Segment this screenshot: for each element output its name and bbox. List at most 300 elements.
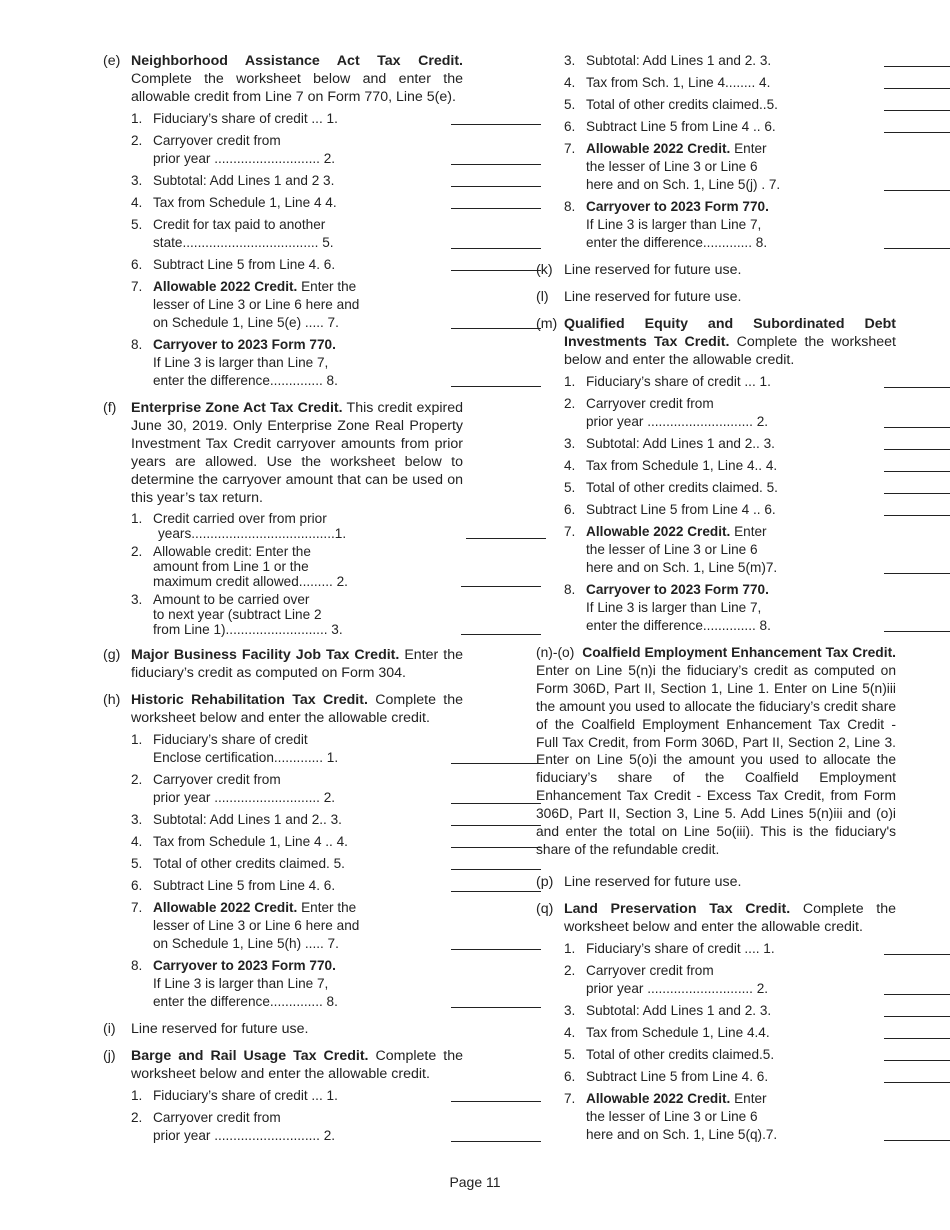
worksheet-line <box>564 1002 896 1020</box>
section-heading <box>131 646 463 682</box>
entry-blank[interactable] <box>451 763 541 764</box>
entry-blank[interactable] <box>884 88 950 89</box>
entry-blank[interactable] <box>884 110 950 111</box>
worksheet-line <box>131 877 463 895</box>
section-heading <box>131 691 463 727</box>
line-number: 3. <box>564 53 576 68</box>
section-title: Neighborhood Assistance Act Tax Credit. <box>131 53 463 69</box>
page-number: Page 11 <box>449 1174 501 1190</box>
line-text <box>586 373 950 391</box>
line-text: Allowable credit: Enter the <box>153 544 311 559</box>
line-label: here and on Sch. 1, Line 5(m)7. <box>586 560 778 575</box>
line-number: 7. <box>564 524 576 539</box>
worksheet-line <box>131 957 463 1011</box>
entry-blank[interactable] <box>461 586 541 587</box>
worksheet-line <box>131 592 463 637</box>
entry-blank[interactable] <box>884 387 950 388</box>
worksheet <box>564 940 896 1144</box>
worksheet-line <box>131 172 463 190</box>
line-number: 3. <box>131 173 143 188</box>
worksheet-line <box>131 899 463 953</box>
worksheet <box>131 731 463 1011</box>
line-label: enter the difference.............. 8. <box>153 994 338 1009</box>
line-bold: Carryover to 2023 Form 770. <box>153 958 336 973</box>
entry-blank[interactable] <box>466 538 546 539</box>
entry-blank[interactable] <box>884 66 950 67</box>
line-text <box>153 256 541 274</box>
line-label: prior year ............................ 2. <box>153 790 336 805</box>
section-heading <box>536 644 896 859</box>
section-letter: (j) <box>103 1048 116 1064</box>
worksheet <box>131 511 463 637</box>
line-text <box>153 993 541 1011</box>
entry-blank[interactable] <box>451 1141 541 1142</box>
section-text: Complete the worksheet below and enter the allowable credit from Line 7 on Form 770, Line 5(e). <box>131 71 463 105</box>
line-label: Tax from Schedule 1, Line 4 4. <box>153 195 337 210</box>
line-text: Amount to be carried over <box>153 592 310 607</box>
section-l <box>536 288 896 306</box>
line-number: 8. <box>564 582 576 597</box>
section-text: Complete the worksheet below and enter the allowable credit. <box>564 334 896 368</box>
line-label: state.................................... 5. <box>153 235 334 250</box>
worksheet-line <box>564 479 896 497</box>
line-number: 8. <box>564 199 576 214</box>
entry-blank[interactable] <box>884 471 950 472</box>
worksheet-line <box>131 811 463 829</box>
line-text <box>586 1046 950 1064</box>
worksheet-line <box>564 457 896 475</box>
worksheet-line <box>564 198 896 252</box>
section-h <box>103 691 463 1011</box>
section-heading <box>131 399 463 507</box>
line-label: Enclose certification............. 1. <box>153 750 339 765</box>
entry-blank[interactable] <box>451 248 541 249</box>
line-number: 4. <box>564 458 576 473</box>
line-label: prior year ............................ 2. <box>153 151 336 166</box>
section-title: Barge and Rail Usage Tax Credit. <box>131 1048 369 1064</box>
section-letter: (l) <box>536 289 549 305</box>
entry-blank[interactable] <box>451 328 541 329</box>
entry-blank[interactable] <box>884 1038 950 1039</box>
line-text <box>586 413 950 431</box>
worksheet-line <box>131 110 463 128</box>
line-label: Subtract Line 5 from Line 4. 6. <box>153 878 336 893</box>
section-g <box>103 646 463 682</box>
worksheet-line <box>131 194 463 212</box>
line-number: 4. <box>564 1024 576 1040</box>
line-number: 2. <box>131 772 143 787</box>
line-number: 5. <box>131 217 143 232</box>
line-text <box>153 234 541 252</box>
entry-blank[interactable] <box>884 1060 950 1061</box>
line-number: 7. <box>131 900 143 915</box>
section-text: Line reserved for future use. <box>564 289 742 305</box>
entry-blank[interactable] <box>451 891 541 892</box>
entry-blank[interactable] <box>451 1007 541 1008</box>
line-text <box>586 74 950 92</box>
line-text <box>153 172 541 190</box>
worksheet-line <box>131 771 463 807</box>
line-text: the lesser of Line 3 or Line 6 <box>586 542 758 557</box>
line-text <box>153 194 541 212</box>
line-number: 7. <box>564 1090 576 1106</box>
entry-blank[interactable] <box>884 1140 950 1141</box>
line-text <box>586 617 950 635</box>
line-label: Tax from Schedule 1, Line 4.4. <box>586 1024 770 1040</box>
line-number: 7. <box>564 141 576 156</box>
line-number: 4. <box>131 834 143 849</box>
line-label: prior year ............................ 2. <box>586 414 769 429</box>
line-number: 1. <box>131 732 143 747</box>
line-text <box>586 581 896 599</box>
line-number: 5. <box>131 856 143 871</box>
line-label: Enter the <box>301 279 357 294</box>
line-bold: Allowable 2022 Credit. <box>153 900 298 915</box>
section-j <box>103 1047 463 1145</box>
line-label: Tax from Schedule 1, Line 4.. 4. <box>586 458 778 473</box>
line-text <box>586 1024 950 1042</box>
line-text <box>153 314 541 332</box>
entry-blank[interactable] <box>451 270 541 271</box>
line-text <box>153 833 541 851</box>
section-m <box>536 315 896 635</box>
section-text: Complete the worksheet below and enter the allowable credit. <box>131 1048 463 1082</box>
line-label: Total of other credits claimed. 5. <box>586 480 778 495</box>
entry-blank[interactable] <box>884 449 950 450</box>
entry-blank[interactable] <box>884 493 950 494</box>
line-text: Fiduciary’s share of credit <box>153 732 308 747</box>
line-text <box>153 574 541 589</box>
line-number: 6. <box>564 119 576 134</box>
right-column <box>536 52 896 1153</box>
line-number: 5. <box>564 480 576 495</box>
section-f <box>103 399 463 637</box>
line-label: Fiduciary’s share of credit ... 1. <box>153 111 338 126</box>
worksheet-line <box>564 52 896 70</box>
worksheet-line <box>131 1109 463 1145</box>
worksheet <box>564 52 896 252</box>
worksheet-line <box>564 74 896 92</box>
entry-blank[interactable] <box>451 186 541 187</box>
section-letter: (h) <box>103 692 121 708</box>
worksheet-line <box>564 118 896 136</box>
line-text: If Line 3 is larger than Line 7, <box>153 355 329 370</box>
line-label: Subtotal: Add Lines 1 and 2.. 3. <box>586 436 775 451</box>
worksheet-line <box>131 256 463 274</box>
line-label: on Schedule 1, Line 5(h) ..... 7. <box>153 936 339 951</box>
line-number: 5. <box>564 97 576 112</box>
entry-blank[interactable] <box>451 949 541 950</box>
line-label: Subtract Line 5 from Line 4. 6. <box>586 1068 769 1084</box>
line-label: Fiduciary’s share of credit ... 1. <box>153 1088 338 1103</box>
line-text: amount from Line 1 or the <box>153 559 309 574</box>
entry-blank[interactable] <box>884 573 950 574</box>
line-text: If Line 3 is larger than Line 7, <box>153 976 329 991</box>
line-text: the lesser of Line 3 or Line 6 <box>586 159 758 174</box>
worksheet <box>564 373 896 635</box>
worksheet-line <box>564 1068 896 1086</box>
entry-blank[interactable] <box>451 124 541 125</box>
line-text: lesser of Line 3 or Line 6 here and <box>153 918 360 933</box>
entry-blank[interactable] <box>451 803 541 804</box>
worksheet-line <box>564 940 896 958</box>
section-text: This credit expired June 30, 2019. Only Enterprise Zone Real Property Investment Tax Credit carryover amounts from prior years are allowed. Use the worksheet below to determine the carryover amount that can be used on this year’s tax return. <box>131 400 463 506</box>
line-label: Total of other credits claimed. 5. <box>153 856 345 871</box>
line-label: Enter the <box>301 900 357 915</box>
line-text <box>586 1126 950 1144</box>
line-label: enter the difference............. 8. <box>586 235 768 250</box>
section-k <box>536 261 896 279</box>
line-text: Credit for tax paid to another <box>153 217 326 232</box>
line-text: lesser of Line 3 or Line 6 here and <box>153 297 360 312</box>
line-label: Subtotal: Add Lines 1 and 2. 3. <box>586 53 772 68</box>
worksheet-line <box>564 1046 896 1064</box>
worksheet-line <box>131 1087 463 1105</box>
entry-blank[interactable] <box>884 427 950 428</box>
entry-blank[interactable] <box>451 164 541 165</box>
section-title: Land Preservation Tax Credit. <box>564 900 791 917</box>
entry-blank[interactable] <box>451 869 541 870</box>
line-text <box>153 957 463 975</box>
section-title: Qualified Equity and Subordinated Debt Investments Tax Credit. <box>564 316 896 350</box>
line-number: 3. <box>131 592 143 607</box>
line-label: Subtotal: Add Lines 1 and 2. 3. <box>586 1002 772 1018</box>
line-label: Tax from Sch. 1, Line 4........ 4. <box>586 75 771 90</box>
line-text: If Line 3 is larger than Line 7, <box>586 600 762 615</box>
line-number: 1. <box>131 1088 143 1103</box>
section-letter: (e) <box>103 53 121 69</box>
line-number: 4. <box>564 75 576 90</box>
line-bold: Allowable 2022 Credit. <box>586 524 731 539</box>
line-text <box>586 501 950 519</box>
section-j-continued <box>536 52 896 252</box>
line-label: maximum credit allowed......... 2. <box>153 574 348 589</box>
line-text: Credit carried over from prior <box>153 511 327 526</box>
entry-blank[interactable] <box>451 825 541 826</box>
entry-blank[interactable] <box>884 248 950 249</box>
section-text: Line reserved for future use. <box>131 1021 309 1037</box>
line-text <box>153 877 541 895</box>
line-number: 1. <box>564 940 576 956</box>
section-text: Complete the worksheet below and enter the allowable credit. <box>131 692 463 726</box>
worksheet-line <box>564 140 896 194</box>
section-n-o <box>536 644 896 859</box>
line-bold: Carryover to 2023 Form 770. <box>586 582 769 597</box>
worksheet <box>131 1087 463 1145</box>
line-number: 6. <box>564 502 576 517</box>
line-text <box>153 1127 541 1145</box>
entry-blank[interactable] <box>884 1082 950 1083</box>
line-bold: Carryover to 2023 Form 770. <box>586 199 769 214</box>
worksheet-line <box>564 962 896 998</box>
line-number: 2. <box>131 1110 143 1125</box>
line-text <box>586 176 950 194</box>
worksheet-line <box>131 336 463 390</box>
worksheet-line <box>564 1090 896 1144</box>
line-number: 6. <box>131 257 143 272</box>
line-text <box>153 372 541 390</box>
section-heading <box>131 52 463 106</box>
line-text <box>153 110 541 128</box>
entry-blank[interactable] <box>451 386 541 387</box>
entry-blank[interactable] <box>451 208 541 209</box>
line-text <box>153 1087 541 1105</box>
section-letter: (q) <box>536 900 554 917</box>
line-text <box>586 1068 950 1086</box>
line-label: Subtract Line 5 from Line 4 .. 6. <box>586 502 776 517</box>
line-text <box>586 96 950 114</box>
line-label: here and on Sch. 1, Line 5(q).7. <box>586 1126 778 1142</box>
worksheet-line <box>564 501 896 519</box>
section-letter: (g) <box>103 647 121 663</box>
line-label: from Line 1)........................... 3. <box>153 622 343 637</box>
line-label: Total of other credits claimed..5. <box>586 97 778 112</box>
entry-blank[interactable] <box>451 1101 541 1102</box>
worksheet-line <box>564 523 896 577</box>
worksheet-line <box>131 278 463 332</box>
line-number: 2. <box>131 544 143 559</box>
worksheet-line <box>131 544 463 589</box>
line-number: 1. <box>131 511 143 526</box>
line-label: enter the difference.............. 8. <box>586 618 771 633</box>
line-label: prior year ............................ 2. <box>586 980 769 996</box>
entry-blank[interactable] <box>884 1016 950 1017</box>
line-text <box>586 1002 950 1020</box>
line-label: Subtotal: Add Lines 1 and 2.. 3. <box>153 812 342 827</box>
section-i <box>103 1020 463 1038</box>
line-label: Fiduciary’s share of credit .... 1. <box>586 940 775 956</box>
section-heading <box>131 1047 463 1083</box>
entry-blank[interactable] <box>461 634 541 635</box>
section-p <box>536 873 896 891</box>
section-heading <box>564 900 896 936</box>
line-number: 5. <box>564 1046 576 1062</box>
line-label: Subtract Line 5 from Line 4. 6. <box>153 257 336 272</box>
entry-blank[interactable] <box>884 954 950 955</box>
line-label: years......................................1. <box>158 526 347 541</box>
line-text <box>586 980 950 998</box>
worksheet-line <box>131 731 463 767</box>
line-text: Carryover credit from <box>153 133 281 148</box>
entry-blank[interactable] <box>884 515 950 516</box>
line-label: here and on Sch. 1, Line 5(j) . 7. <box>586 177 781 192</box>
line-number: 8. <box>131 958 143 973</box>
line-text: the lesser of Line 3 or Line 6 <box>586 1108 758 1124</box>
line-text <box>153 150 541 168</box>
line-text <box>153 278 463 296</box>
line-text <box>153 789 541 807</box>
line-text <box>586 457 950 475</box>
line-label: Total of other credits claimed.5. <box>586 1046 775 1062</box>
line-text: Carryover credit from <box>153 1110 281 1125</box>
line-text <box>586 435 950 453</box>
entry-blank[interactable] <box>884 132 950 133</box>
line-text <box>586 940 950 958</box>
worksheet-line <box>564 395 896 431</box>
worksheet-line <box>564 1024 896 1042</box>
line-text <box>586 140 896 158</box>
line-bold: Allowable 2022 Credit. <box>586 1090 731 1106</box>
worksheet-line <box>131 833 463 851</box>
line-text: Carryover credit from <box>153 772 281 787</box>
line-label: Subtotal: Add Lines 1 and 2 3. <box>153 173 335 188</box>
section-q <box>536 900 896 1144</box>
line-bold: Carryover to 2023 Form 770. <box>153 337 336 352</box>
line-number: 3. <box>131 812 143 827</box>
section-letter: (i) <box>103 1021 116 1037</box>
worksheet-line <box>131 132 463 168</box>
entry-blank[interactable] <box>884 994 950 995</box>
section-text: Enter the fiduciary’s credit as computed on Form 304. <box>131 647 463 681</box>
line-text <box>153 336 463 354</box>
line-text: Carryover credit from <box>586 962 714 978</box>
line-text <box>153 935 541 953</box>
line-text <box>586 523 896 541</box>
line-label: Subtract Line 5 from Line 4 .. 6. <box>586 119 776 134</box>
worksheet-line <box>564 435 896 453</box>
line-text <box>586 52 950 70</box>
line-text <box>586 234 950 252</box>
worksheet-line <box>131 511 463 541</box>
line-text <box>586 479 950 497</box>
line-number: 4. <box>131 195 143 210</box>
line-number: 2. <box>131 133 143 148</box>
line-number: 3. <box>564 1002 576 1018</box>
line-text <box>586 118 950 136</box>
section-title: Enterprise Zone Act Tax Credit. <box>131 400 343 416</box>
entry-blank[interactable] <box>884 190 950 191</box>
worksheet-line <box>564 96 896 114</box>
line-number: 2. <box>564 396 576 411</box>
left-column <box>103 52 463 1154</box>
line-bold: Allowable 2022 Credit. <box>153 279 298 294</box>
section-title: Major Business Facility Job Tax Credit. <box>131 647 400 663</box>
line-label: Enter <box>734 141 767 156</box>
line-text <box>586 559 950 577</box>
line-label: on Schedule 1, Line 5(e) ..... 7. <box>153 315 339 330</box>
line-number: 6. <box>131 878 143 893</box>
line-number: 6. <box>564 1068 576 1084</box>
section-letter: (m) <box>536 316 558 332</box>
section-letter: (p) <box>536 873 554 890</box>
entry-blank[interactable] <box>451 847 541 848</box>
line-label: Tax from Schedule 1, Line 4 .. 4. <box>153 834 348 849</box>
section-text: Complete the worksheet below and enter the allowable credit. <box>564 900 897 935</box>
line-bold: Allowable 2022 Credit. <box>586 141 731 156</box>
section-e <box>103 52 463 390</box>
section-text: Enter on Line 5(n)i the fiduciary’s credit as computed on Form 306D, Part II, Section 1, Line 1. Enter on Line 5(n)iii the amount you used to allocate the fiduciary’s credit share of the Coalfield Employment Enhancement Tax Credit - Full Tax Credit, from Form 306D, Part II, Section 2, Line 3. Enter on Line 5(o)i the amount you used to allocate the fiduciary’s share of the Coalfield Employment Enhancement Tax Credit - Excess Tax Credit, from Form 306D, Part II, Section 3, Line 5. Add Lines 5(n)iii and (o)i and enter the total on Line 5o(iii). This is the fiduciary's share of the refundable credit. <box>536 662 896 857</box>
line-label: prior year ............................ 2. <box>153 1128 336 1143</box>
line-text <box>153 622 541 637</box>
section-heading <box>564 315 896 369</box>
section-text: Line reserved for future use. <box>564 873 742 890</box>
section-title: Coalfield Employment Enhancement Tax Credit. <box>582 645 896 660</box>
worksheet-line <box>131 216 463 252</box>
line-text: to next year (subtract Line 2 <box>153 607 322 622</box>
line-text: Carryover credit from <box>586 396 714 411</box>
line-text <box>586 198 896 216</box>
line-label: Enter <box>734 1090 767 1106</box>
line-text <box>153 899 463 917</box>
line-text <box>153 811 541 829</box>
line-text <box>586 1090 896 1108</box>
line-label: Enter <box>734 524 767 539</box>
entry-blank[interactable] <box>884 631 950 632</box>
line-text <box>153 749 541 767</box>
line-number: 7. <box>131 279 143 294</box>
line-number: 8. <box>131 337 143 352</box>
worksheet-line <box>131 855 463 873</box>
